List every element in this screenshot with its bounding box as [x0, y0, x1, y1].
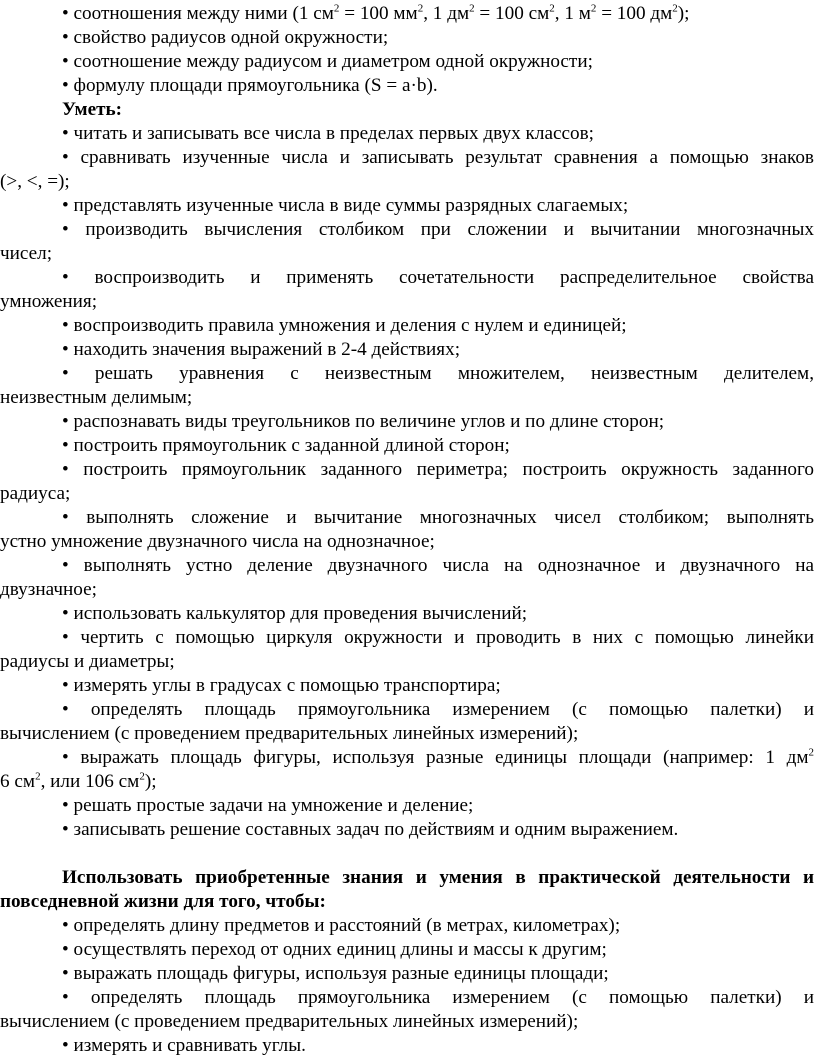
skills-item-line: радиуса; — [0, 483, 71, 504]
practice-heading-line-2: повседневной жизни для того, чтобы: — [0, 891, 326, 912]
skills-item-line: • использовать калькулятор для проведения вычислений; — [62, 603, 528, 624]
know-item-radius-property: • свойство радиусов одной окружности; — [62, 27, 389, 48]
skills-item-line: (>, <, =); — [0, 171, 70, 192]
skills-item-line: радиусы и диаметры; — [0, 651, 175, 672]
practice-list — [0, 914, 814, 1058]
skills-item-line: • воспроизводить правила умножения и деления с нулем и единицей; — [62, 315, 627, 336]
skills-item-line: • читать и записывать все числа в пределах первых двух классов; — [62, 123, 594, 144]
skills-item-line: • представлять изученные числа в виде суммы разрядных слагаемых; — [62, 195, 629, 216]
practice-item-line: вычислением (с проведением предварительных линейных измерений); — [0, 1011, 579, 1032]
skills-heading: Уметь: — [62, 99, 123, 120]
skills-item-line: • измерять углы в градусах с помощью транспортира; — [62, 675, 501, 696]
skills-item-line: • определять площадь прямоугольника измерением (с помощью палетки) и — [62, 699, 814, 720]
skills-item-line: • воспроизводить и применять сочетательности распределительное свойства — [62, 267, 814, 288]
know-item-radius-diameter: • соотношение между радиусом и диаметром одной окружности; — [62, 51, 593, 72]
skills-item-line: • решать уравнения с неизвестным множителем, неизвестным делителем, — [62, 363, 814, 384]
skills-item-line: неизвестным делимым; — [0, 387, 193, 408]
skills-item-line: • построить прямоугольник заданного периметра; построить окружность заданного — [62, 459, 814, 480]
skills-item-line: • построить прямоугольник с заданной длиной сторон; — [62, 435, 510, 456]
practice-item-line: • определять площадь прямоугольника измерением (с помощью палетки) и — [62, 987, 814, 1008]
skills-item-line: • записывать решение составных задач по действиям и одним выражением. — [62, 819, 679, 840]
skills-item-line: вычислением (с проведением предварительных линейных измерений); — [0, 723, 579, 744]
skills-area-units-line-1: • выражать площадь фигуры, используя разные единицы площади (например: 1 $дм^2$ — [62, 746, 814, 768]
skills-tail-list — [0, 794, 814, 842]
skills-item-line: • выполнять устно деление двузначного числа на однозначное и двузначного на — [62, 555, 814, 576]
practice-item-line: • осуществлять переход от одних единиц длины и массы к другим; — [62, 939, 607, 960]
document-page — [0, 2, 814, 1058]
skills-item-line: устно умножение двузначного числа на однозначное; — [0, 531, 435, 552]
skills-item-line: умножения; — [0, 291, 98, 312]
skills-item-line: • сравнивать изученные числа и записывать результат сравнения а помощью знаков — [62, 147, 814, 168]
skills-item-line: • находить значения выражений в 2-4 действиях; — [62, 339, 461, 360]
skills-list — [0, 122, 814, 746]
skills-item-line: • производить вычисления столбиком при сложении и вычитании многозначных — [62, 219, 814, 240]
skills-item-line: чисел; — [0, 243, 53, 264]
skills-item-line: • чертить с помощью циркуля окружности и проводить в них с помощью линейки — [62, 627, 814, 648]
practice-item-line: • выражать площадь фигуры, используя разные единицы площади; — [62, 963, 609, 984]
skills-item-line: • распознавать виды треугольников по величине углов и по длине сторон; — [62, 411, 665, 432]
practice-heading-line-1: Использовать приобретенные знания и умения в практической деятельности и — [62, 867, 814, 888]
practice-item-line: • измерять и сравнивать углы. — [62, 1035, 306, 1056]
know-item-area-formula: • формулу площади прямоугольника (S = a·b). — [62, 75, 438, 96]
skills-item-line: • решать простые задачи на умножение и деление; — [62, 795, 474, 816]
know-item-units: • соотношения между ними (1 $см^2 = 100$ $мм^2$, 1 $дм^2 = 100$ $см^2$, 1 $м^2 = 100$ $дм^2$); — [62, 2, 690, 24]
skills-item-line: • выполнять сложение и вычитание многозначных чисел столбиком; выполнять — [62, 507, 814, 528]
practice-item-line: • определять длину предметов и расстояний (в метрах, километрах); — [62, 915, 621, 936]
skills-item-line: двузначное; — [0, 579, 97, 600]
skills-area-units-line-2: 6 $см^2$, или 106 $см^2$); — [0, 770, 157, 792]
paragraph-gap — [0, 842, 814, 866]
